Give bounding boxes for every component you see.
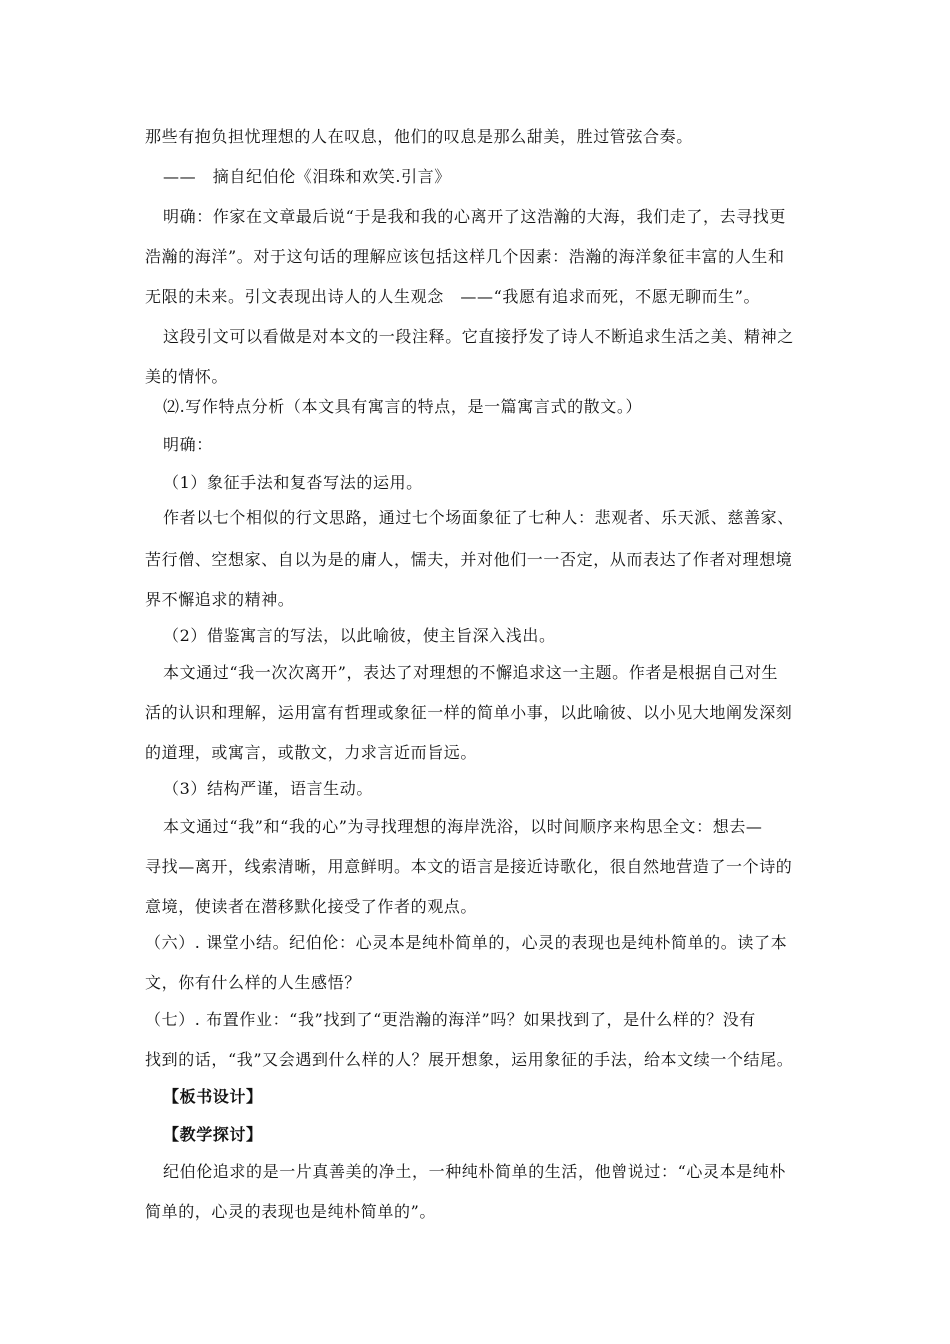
text-line: 那些有抱负担忧理想的人在叹息，他们的叹息是那么甜美，胜过管弦合奏。 — [145, 127, 693, 146]
board-design-heading: 【板书设计】 — [163, 1087, 263, 1106]
text-line: 苦行僧、空想家、自以为是的庸人，懦夫，并对他们一一否定，从而表达了作者对理想境 — [145, 550, 793, 569]
text-line: 文，你有什么样的人生感悟？ — [145, 973, 361, 992]
text-line: 无限的未来。引文表现出诗人的人生观念 ——“我愿有追求而死，不愿无聊而生”。 — [145, 287, 761, 306]
subsection-heading: （3）结构严谨，语言生动。 — [163, 779, 373, 798]
text-line: 界不懈追求的精神。 — [145, 590, 295, 609]
section-heading: ⑵.写作特点分析（本文具有寓言的特点，是一篇寓言式的散文。） — [163, 397, 643, 416]
text-line: 活的认识和理解，运用富有哲理或象征一样的简单小事，以此喻彼、以小见大地阐发深刻 — [145, 703, 793, 722]
text-line: 纪伯伦追求的是一片真善美的净土，一种纯朴简单的生活，他曾说过：“心灵本是纯朴 — [163, 1162, 786, 1181]
text-line: 作者以七个相似的行文思路，通过七个场面象征了七种人：悲观者、乐天派、慈善家、 — [163, 508, 794, 527]
text-line: 意境，使读者在潜移默化接受了作者的观点。 — [145, 897, 478, 916]
citation-line: —— 摘自纪伯伦《泪珠和欢笑.引言》 — [163, 167, 451, 186]
text-line: 本文通过“我”和“我的心”为寻找理想的海岸洗浴，以时间顺序来构思全文：想去— — [163, 817, 763, 836]
text-line: 的道理，或寓言，或散文，力求言近而旨远。 — [145, 743, 478, 762]
text-line: 简单的，心灵的表现也是纯朴简单的”。 — [145, 1202, 436, 1221]
text-line: 这段引文可以看做是对本文的一段注释。它直接抒发了诗人不断追求生活之美、精神之 — [163, 327, 794, 346]
subsection-heading: （2）借鉴寓言的写法，以此喻彼，使主旨深入浅出。 — [163, 626, 556, 645]
text-line: 寻找—离开，线索清晰，用意鲜明。本文的语言是接近诗歌化，很自然地营造了一个诗的 — [145, 857, 793, 876]
teaching-discussion-heading: 【教学探讨】 — [163, 1125, 263, 1144]
text-line: 美的情怀。 — [145, 367, 229, 386]
text-line: 明确： — [163, 435, 213, 454]
text-line: 本文通过“我一次次离开”，表达了对理想的不懈追求这一主题。作者是根据自己对生 — [163, 663, 779, 682]
text-line: （七）. 布置作业：“我”找到了“更浩瀚的海洋”吗？如果找到了，是什么样的？没有 — [145, 1010, 756, 1029]
text-line: 浩瀚的海洋”。对于这句话的理解应该包括这样几个因素：浩瀚的海洋象征丰富的人生和 — [145, 247, 785, 266]
text-line: 明确：作家在文章最后说“于是我和我的心离开了这浩瀚的大海，我们走了，去寻找更 — [163, 207, 786, 226]
text-line: 找到的话，“我”又会遇到什么样的人？展开想象，运用象征的手法，给本文续一个结尾。 — [145, 1050, 794, 1069]
subsection-heading: （1）象征手法和复沓写法的运用。 — [163, 473, 423, 492]
text-line: （六）. 课堂小结。纪伯伦：心灵本是纯朴简单的，心灵的表现也是纯朴简单的。读了本 — [145, 933, 788, 952]
